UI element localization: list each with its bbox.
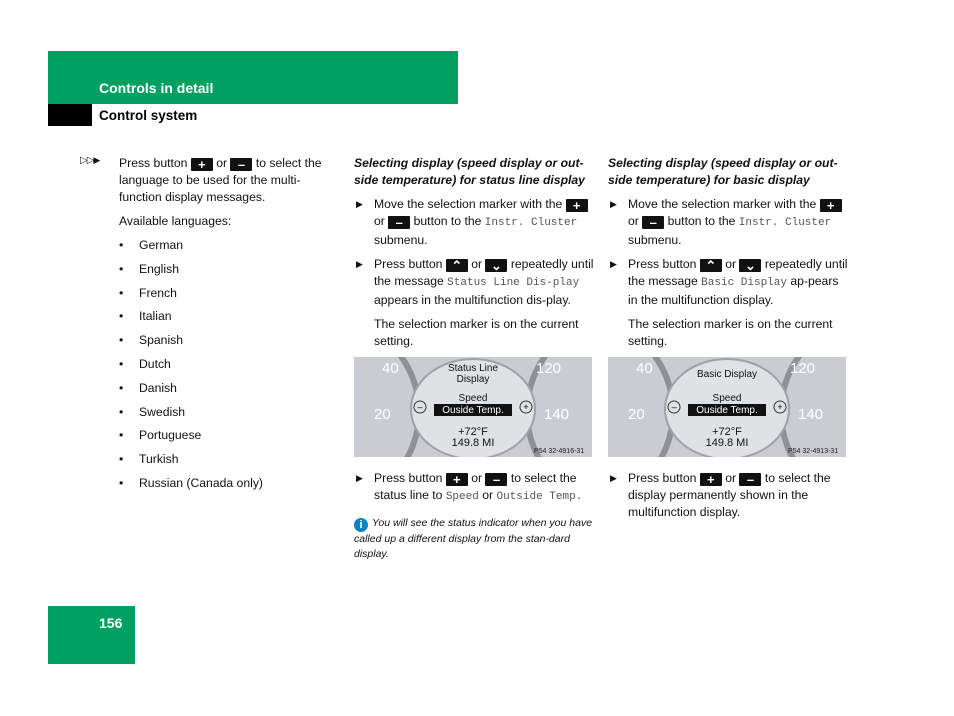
svg-text:P54 32-4913-31: P54 32-4913-31 [788,448,839,455]
selection-note: The selection marker is on the current setting. [374,317,579,348]
svg-text:40: 40 [382,360,399,377]
info-note: i You will see the status indicator when you have called up a different display from the stan-dard display. [354,517,593,560]
svg-text:–: – [671,402,677,412]
language-step: Press button + or – to select the language to be used for the multi-function display messages. [119,156,322,204]
column-languages [119,155,339,499]
svg-text:Ouside Temp.: Ouside Temp. [442,405,504,416]
subsection-marker [48,104,92,126]
subsection-title: Control system [99,108,198,123]
list-item: • Russian (Canada only) [119,475,339,499]
step-move-marker: ▶ Move the selection marker with the + or – button to the Instr. Cluster submenu. [608,196,848,249]
list-item: • Italian [119,308,339,332]
up-button-icon: ⌃ [446,259,468,272]
minus-button-icon: – [230,158,252,171]
svg-text:+72°F: +72°F [458,426,488,438]
svg-text:Speed: Speed [458,393,488,404]
section-heading: Selecting display (speed display or out-side temperature) for status line display [354,156,585,187]
svg-text:40: 40 [636,360,653,377]
instrument-cluster-image [608,357,848,462]
svg-text:Basic Display: Basic Display [696,369,758,380]
svg-text:+72°F: +72°F [712,426,742,438]
plus-button-icon: + [191,158,213,171]
svg-text:149.8 MI: 149.8 MI [451,437,495,449]
list-item: • English [119,261,339,285]
svg-text:+: + [523,402,529,412]
svg-text:–: – [417,402,423,412]
list-item: • Swedish [119,404,339,428]
step-select-display: ▶ Press button + or – to select the display permanently shown in the multifunction display. [610,471,831,519]
triangle-right-icon: ▶ [356,473,363,483]
svg-text:P54 32-4916-31: P54 32-4916-31 [534,448,585,455]
instrument-cluster-image [354,357,594,462]
down-button-icon: ⌄ [485,259,507,272]
list-item: • Dutch [119,356,339,380]
svg-text:Display: Display [456,374,490,385]
continue-marker: ▷▷▶ [80,155,101,166]
list-item: • Danish [119,380,339,404]
language-list [119,237,339,499]
available-label: Available languages: [119,214,232,228]
step-press-repeatedly: ▶ Press button ⌃ or ⌄ repeatedly until the message Status Line Dis-play appears in the multifunction dis-play. [356,257,594,307]
list-item: • German [119,237,339,261]
minus-button-icon: – [642,216,664,229]
plus-button-icon: + [700,473,722,486]
triangle-right-icon: ▶ [610,199,617,209]
step-press-repeatedly: ▶ Press button ⌃ or ⌄ repeatedly until the message Basic Display ap-pears in the multifunction display. [610,257,848,307]
column-status-line [354,155,594,562]
triangle-right-icon: ▶ [610,259,617,269]
down-button-icon: ⌄ [739,259,761,272]
minus-button-icon: – [485,473,507,486]
list-item: • Turkish [119,451,339,475]
svg-text:120: 120 [536,360,562,377]
plus-button-icon: + [820,199,842,212]
minus-button-icon: – [388,216,410,229]
svg-text:Speed: Speed [712,393,742,404]
svg-text:149.8 MI: 149.8 MI [705,437,749,449]
svg-text:140: 140 [544,406,570,423]
info-icon: i [354,518,368,532]
header-band [48,51,458,104]
list-item: • French [119,285,339,309]
minus-button-icon: – [739,473,761,486]
step-move-marker: ▶ Move the selection marker with the + or – button to the Instr. Cluster submenu. [354,196,594,249]
list-item: • Spanish [119,332,339,356]
triangle-right-icon: ▶ [356,199,363,209]
triangle-right-icon: ▶ [610,473,617,483]
page-number: 156 [99,615,123,631]
plus-button-icon: + [446,473,468,486]
up-button-icon: ⌃ [700,259,722,272]
svg-text:20: 20 [374,406,391,423]
svg-text:Status Line: Status Line [447,363,499,374]
svg-text:120: 120 [790,360,816,377]
column-basic-display [608,155,848,528]
section-heading: Selecting display (speed display or out-side temperature) for basic display [608,156,838,187]
plus-button-icon: + [566,199,588,212]
svg-text:20: 20 [628,406,645,423]
triangle-right-icon: ▶ [356,259,363,269]
selection-note: The selection marker is on the current setting. [628,317,833,348]
svg-text:140: 140 [798,406,824,423]
section-title: Controls in detail [99,80,214,96]
step-select-status: ▶ Press button + or – to select the status line to Speed or Outside Temp. [356,471,583,503]
list-item: • Portuguese [119,427,339,451]
svg-text:+: + [777,402,783,412]
svg-text:Ouside Temp.: Ouside Temp. [696,405,758,416]
